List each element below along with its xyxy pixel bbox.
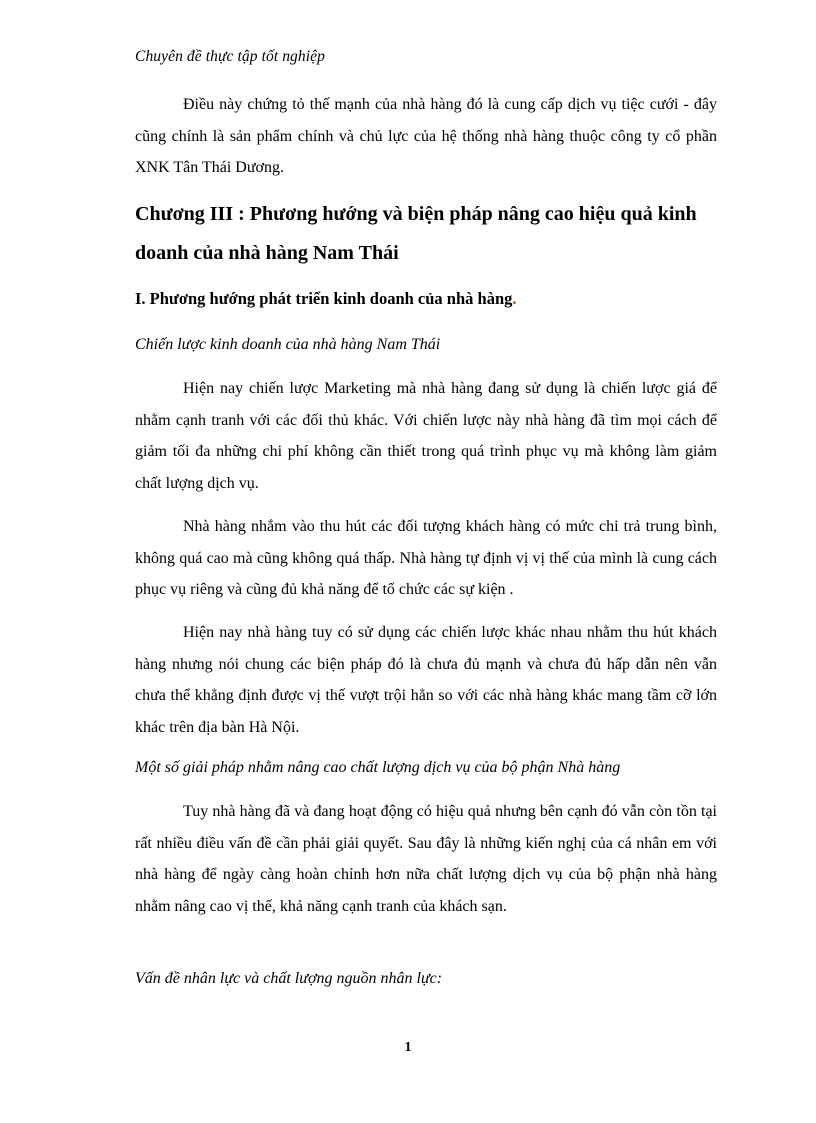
subheading-solutions: Một số giải pháp nhằm nâng cao chất lượng dịch vụ của bộ phận Nhà hàng <box>135 759 621 776</box>
section-title-period: . <box>512 289 517 308</box>
paragraph-block-4 <box>135 796 717 922</box>
page-number: 1 <box>404 1040 412 1055</box>
section-title-text: I. Phương hướng phát triển kinh doanh của nhà hàng <box>135 289 513 308</box>
paragraph-block-1 <box>135 373 717 499</box>
paragraph-block-2 <box>135 511 717 606</box>
section-title <box>135 289 717 309</box>
paragraph-recommendations: Tuy nhà hàng đã và đang hoạt động có hiệu quả nhưng bên cạnh đó vẫn còn tồn tại rất nhiều điều vấn đề cần phải giải quyết. Sau đây là những kiến nghị của cá nhân em với nhà hàng để ngày càng hoàn chỉnh hơn nữa chất lượng dịch vụ của bộ phận nhà hàng nhằm nâng cao vị thế, khả năng cạnh tranh của khách sạn. <box>135 803 717 915</box>
intro-paragraph-block <box>135 89 717 184</box>
chapter-title: Chương III : Phương hướng và biện pháp nâng cao hiệu quả kinh doanh của nhà hàng Nam Thái <box>135 203 697 264</box>
intro-paragraph: Điều này chứng tỏ thế mạnh của nhà hàng đó là cung cấp dịch vụ tiệc cưới - đây cũng chính là sản phẩm chính và chủ lực của hệ thống nhà hàng thuộc công ty cổ phần XNK Tân Thái Dương. <box>135 96 717 176</box>
paragraph-current-strategies: Hiện nay nhà hàng tuy có sử dụng các chiến lược khác nhau nhằm thu hút khách hàng nhưng nói chung các biện pháp đó là chưa đủ mạnh và chưa đủ hấp dẫn nên vẫn chưa thể khẳng định được vị thế vượt trội hẳn so với các nhà hàng khác mang tầm cỡ lớn khác trên địa bàn Hà Nội. <box>135 624 717 736</box>
paragraph-marketing-strategy: Hiện nay chiến lược Marketing mà nhà hàng đang sử dụng là chiến lược giá để nhằm cạnh tranh với các đối thủ khác. Với chiến lược này nhà hàng đã tìm mọi cách để giảm tối đa những chi phí không cần thiết trong quá trình phục vụ mà không làm giảm chất lượng dịch vụ. <box>135 380 717 492</box>
subheading-human-resources: Vấn đề nhân lực và chất lượng nguồn nhân lực: <box>135 970 443 987</box>
paragraph-target-customers: Nhà hàng nhắm vào thu hút các đối tượng khách hàng có mức chi trả trung bình, không quá cao mà cũng không quá thấp. Nhà hàng tự định vị vị thế của mình là cung cách phục vụ riêng và cũng đủ khả năng để tổ chức các sự kiện . <box>135 518 717 598</box>
paragraph-block-3 <box>135 617 717 743</box>
running-header: Chuyên đề thực tập tốt nghiệp <box>135 48 325 65</box>
subheading-strategy: Chiến lược kinh doanh của nhà hàng Nam Thái <box>135 336 441 353</box>
